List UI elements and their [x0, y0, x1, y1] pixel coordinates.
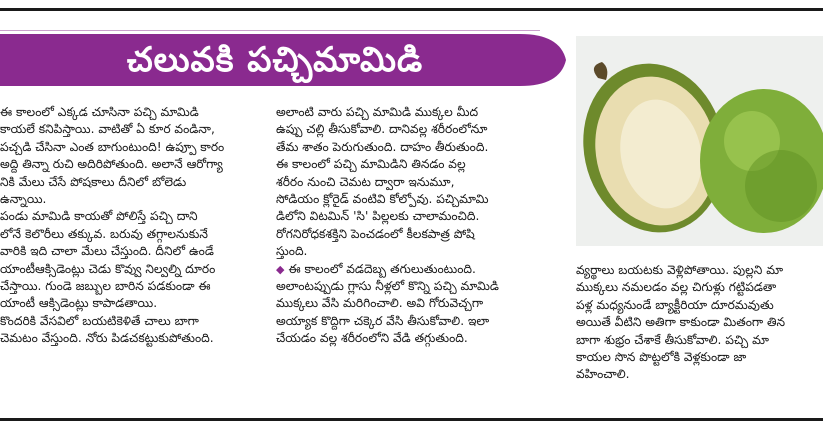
text-line: ఉప్పు చల్లి తీసుకోవాలి. దానివల్ల శరీరంలోనూ — [276, 122, 488, 137]
text-line: తేమ శాతం పెరుగుతుంది. దాహం తీరుతుంది. — [276, 139, 489, 154]
text-line: ఈ కాలంలో పచ్చి మామిడిని తినడం వల్ల — [276, 157, 466, 172]
text-line: చేస్తాయి. గుండె జబ్బుల బారిన పడకుండా ఈ — [0, 278, 211, 293]
text-line: చెమటం వేస్తుంది. నోరు పిడచకట్టుకుపోతుంది. — [0, 331, 214, 346]
text-line: అద్ది తిన్నా రుచి అదిరిపోతుంది. అలానే ఆరోగ్యా — [0, 157, 223, 172]
text-line: సోడియం క్లోరైడ్ వంటివి కోల్పోవు. పచ్చిమామి — [276, 191, 489, 206]
text-line: ముక్కలు వేసి మరిగించాలి. అవి గోరువెచ్చగా — [276, 296, 484, 311]
mango-illustration — [576, 36, 823, 246]
text-line: అయితే వీటిని అతిగా కాకుండా మితంగా తిన — [576, 315, 786, 330]
top-rule — [0, 8, 823, 11]
text-line: బాగా శుభ్రం చేశాకే తీసుకోవాలి. పచ్చి మా — [576, 332, 769, 347]
text-line: అలాంటి వారు పచ్చి మామిడి ముక్కల మీద — [276, 105, 479, 119]
text-line: పచ్చడి చేసినా ఎంత బాగుంటుంది! ఉప్పూ కారం — [0, 139, 225, 154]
article-title: చలువకి పచ్చిమామిడి — [126, 40, 424, 80]
text-line: ముక్కలు నమలడం వల్ల చిగుళ్లు గట్టిపడతా — [576, 280, 777, 295]
mango-photo — [576, 36, 823, 246]
column-3 — [576, 262, 823, 384]
text-line: వహించాలి. — [576, 367, 630, 382]
text-line: పళ్ల మధ్యనుండే బ్యాక్టీరియా దూరమవుతు — [576, 297, 774, 312]
text-line: పండు మామిడి కాయతో పోలిస్తే పచ్చి దాని — [0, 209, 198, 224]
text-line: ఈ కాలంలో ఎక్కడ చూసినా పచ్చి మామిడి — [0, 105, 199, 119]
text-line: లోనే కెలొరీలు తక్కువ. బరువు తగ్గాలనుకునే — [0, 226, 208, 241]
text-line: అయ్యాక కొద్దిగా చక్కెర వేసి తీసుకోవాలి. ఇలా — [276, 313, 490, 328]
text-line: డిలోని విటమిన్ 'సి' పిల్లలకు చాలామంచిది. — [276, 209, 480, 224]
text-line: కొందరికి వేసవిలో బయటికెళితే చాలు బాగా — [0, 313, 199, 328]
text-line: రోగనిరోధకశక్తిని పెంచడంలో కీలకపాత్ర పోషి — [276, 226, 475, 241]
text-line: వ్యర్థాలు బయటకు వెళ్లిపోతాయి. పుల్లని మా — [576, 263, 784, 277]
text-line: ఉన్నాయి. — [0, 191, 47, 206]
text-line: శరీరం నుంచి చెమట ద్వారా ఇనుమూ, — [276, 174, 455, 189]
text-line: స్తుంది. — [276, 244, 308, 259]
text-line: కాయలే కనిపిస్తాయి. వాటితో ఏ కూర వండినా, — [0, 122, 215, 137]
text-line: వారికి ఇది చాలా మేలు చేస్తుంది. దీనిలో ఉండే — [0, 244, 214, 259]
text-line-content: ఈ కాలంలో వడదెబ్బ తగులుతుంటుంది. — [288, 261, 476, 276]
text-line: అలాంటప్పుడు గ్లాసు నీళ్లలో కొన్ని పచ్చి మామిడి — [276, 278, 499, 293]
text-line: కాయల సొన పొట్టలోకి వెళ్లకుండా జా — [576, 349, 747, 364]
column-2 — [276, 104, 546, 347]
column-1 — [0, 104, 250, 347]
text-line — [276, 261, 546, 278]
text-line: నికి మేలు చేసే పోషకాలు దీనిలో బోలెడు — [0, 174, 187, 189]
text-line: చేయడం వల్ల శరీరంలోని వేడి తగ్గుతుంది. — [276, 331, 468, 346]
text-line: యాంటీఆక్సిడెంట్లు చెడు కొవ్వు నిల్వల్ని దూరం — [0, 261, 216, 276]
text-line: యాంటీ ఆక్సిడెంట్లు కాపాడతాయి. — [0, 296, 158, 311]
bottom-rule — [0, 418, 823, 421]
diamond-bullet-icon: ◆ — [276, 262, 285, 276]
